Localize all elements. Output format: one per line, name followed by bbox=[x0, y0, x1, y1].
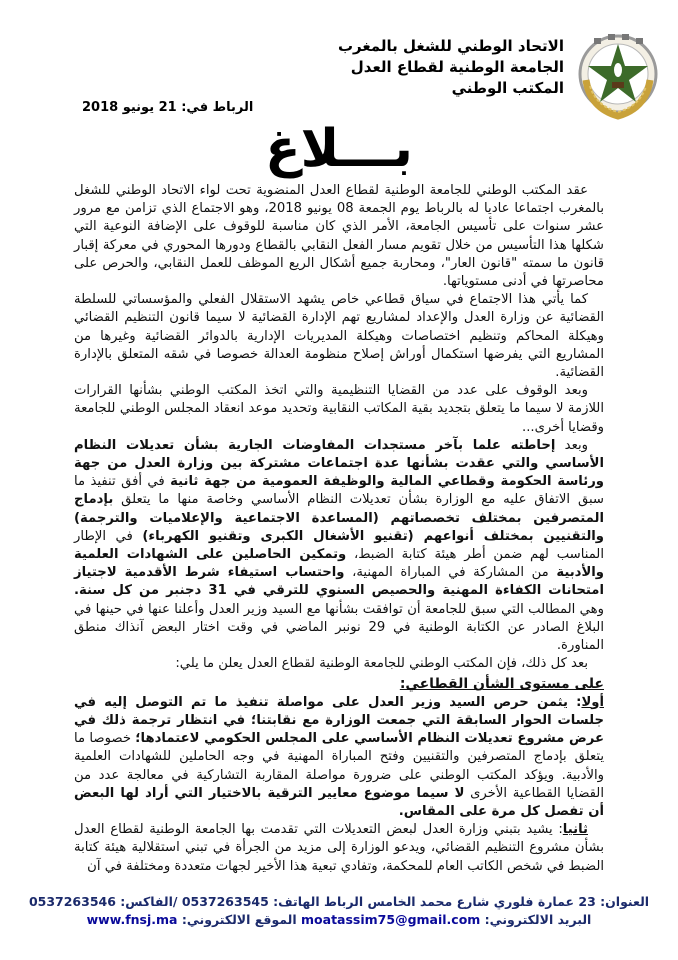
item-first-bold: : يثمن حرص السيد وزير العدل على مواصلة تنفيذ ما تم التوصل إليه في جلسات الحوار السابقة التي جمعت الوزارة مع نقابتنا؛ في انتظار ترجمة ذلك في عرض مشروع تعديلات النظام الأساسي على المجلس الحكومي لاعتمادها؛ bbox=[74, 694, 604, 747]
item-first-bold: لا سيما موضوع معايير الترقية بالاختيار التي أراد لها البعض أن تفصل كل مرة على المقاس. bbox=[74, 785, 604, 819]
org-line-union: الاتحاد الوطني للشغل بالمغرب bbox=[337, 37, 564, 55]
organization-name bbox=[338, 36, 564, 99]
document-title: بـــلاغ bbox=[265, 119, 413, 179]
item-second-text: : يشيد بتبني وزارة العدل لبعض التعديلات التي تقدمت بها الجامعة الوطنية لقطاع العدل بشأن مشروع التنظيم القضائي، ويدعو الوزارة إلى مزيد من الجرأة في تبني استقلالية هيئة كتابة الضبط في شخص الكاتب العام للمحكمة، وتفادي تبعية هذا الأخير لجهات متعددة ومختلفة في آن bbox=[74, 822, 604, 874]
paragraph-4-bold: بإدماج المتصرفين بمختلف تخصصاتهم (المساعدة الاجتماعية والإعلاميات والترجمة) والتقنيين بمختلف أنواعهم (تقنيو الأشغال الكبرى وتقنيو الكهرباء) bbox=[74, 492, 604, 544]
website-label: الموقع الالكتروني: bbox=[177, 912, 302, 927]
item-second-label: ثانيا bbox=[562, 822, 588, 838]
paragraph-3: وبعد الوقوف على عدد من القضايا التنظيمية والتي اتخذ المكتب الوطني بشأنها القرارات اللازمة لا سيما ما يتعلق بتجديد بقية المكاتب النقابية وتحديد موعد انعقاد المجلس الوطني للجامعة وقضايا أخرى... bbox=[74, 383, 604, 435]
paragraph-5: بعد كل ذلك، فإن المكتب الوطني للجامعة الوطنية لقطاع العدل يعلن ما يلي: bbox=[175, 656, 588, 672]
document-body bbox=[74, 182, 604, 876]
paragraph-4-bold: واحتساب استيفاء شرط الأقدمية لاجتياز امتحانات الكفاءة المهنية والحصيص السنوي للترقي في 31 دجنبر من كل سنة. bbox=[74, 565, 604, 599]
paragraph-4-part: في أفق تنفيذ ما سبق الاتفاق عليه مع الوزارة بشأن تعديلات النظام الأساسي وخاصة منها ما يتعلق bbox=[74, 474, 604, 508]
document-date: الرباط في: 21 يونيو 2018 bbox=[82, 100, 254, 115]
email-link[interactable]: moatassim75@gmail.com bbox=[301, 912, 481, 927]
paragraph-4-part: من المشاركة في المباراة المهنية، bbox=[344, 565, 557, 581]
item-first-label: أولا bbox=[581, 694, 604, 710]
paragraph-1: عقد المكتب الوطني للجامعة الوطنية لقطاع العدل المنضوية تحت لواء الاتحاد الوطني للشغل بالمغرب اجتماعا عاديا له بالرباط يوم الجمعة 08 يونيو 2018، وهو الاجتماع الذي تزامن مع مرور عشر سنوات على تأسيس الجامعة، الأمر الذي كان مناسبة للوقوف على الإضافة النوعية التي شكلها هذا التأسيس من خلال تقويم مسار الفعل النقابي بالقطاع ودورها المحوري في معركة إقبار قانون ما سمته "قانون العار"، ومحاربة جميع أشكال الريع الموظف للعمل النقابي، والحرص على محاصرتها في أدنى مستوياتها. bbox=[74, 183, 604, 290]
letterhead bbox=[300, 30, 660, 130]
paragraph-2: كما يأتي هذا الاجتماع في سياق قطاعي خاص يشهد الاستقلال الفعلي والمؤسساتي للسلطة القضائية عن وزارة العدل والإعداد لمشاريع تهم الإدارة القضائية لا سيما قانون التنظيم القضائي وهيكلة المحاكم وتنظيم اختصاصات وهيكلة المديريات الإدارية بالدوائر القضائية وغيرها من المشاريع التي يفرضها استكمال أوراش إصلاح منظومة العدالة خصوصا في شقه المتعلق بالإدارة القضائية. bbox=[74, 292, 604, 381]
email-label: البريد الالكتروني: bbox=[480, 912, 592, 927]
footer-contacts bbox=[0, 911, 678, 929]
footer-address: العنوان: 23 عمارة فلوري شارع محمد الخامس الرباط الهاتف: 0537263545 /الفاكس: 0537263546 bbox=[28, 894, 650, 909]
paragraph-4-part: في الإطار المناسب لهم ضمن أطر هيئة كتابة الضبط، bbox=[74, 528, 604, 563]
item-first-text: خصوصا ما يتعلق بإدماج المتصرفين والتقنيين وفتح المباراة المهنية في وجه الحاملين للشهادات العلمية والأدبية. ويؤكد المكتب الوطني على ضرورة مواصلة المقاربة التشاركية في معالجة عدد من القضايا القطاعية الأخرى bbox=[74, 731, 604, 801]
section-heading: على مستوى الشأن القطاعي: bbox=[399, 676, 604, 693]
letterhead-footer bbox=[0, 893, 678, 929]
org-line-federation: الجامعة الوطنية لقطاع العدل bbox=[350, 58, 564, 76]
paragraph-4-part: وهي المطالب التي سبق للجامعة أن توافقت بشأنها مع السيد وزير العدل وأعلنا عنها في حينها في البلاغ الصادر عن الكتابة الوطنية في 29 نونبر الماضي في وقت اختار البعض آنذاك منطق المناورة. bbox=[74, 601, 604, 654]
paragraph-4-part: وبعد bbox=[555, 437, 588, 453]
paragraph-4-bold: إحاطته علما بآخر مستجدات المفاوضات الجارية بشأن تعديلات النظام الأساسي والتي عقدت بشأنها عدة اجتماعات مشتركة بين وزارة العدل من جهة ورئاسة الحكومة وقطاعي المالية والوظيفة العمومية من جهة ثانية bbox=[74, 437, 604, 490]
item-first bbox=[74, 694, 604, 821]
paragraph-4 bbox=[74, 437, 604, 655]
website-link[interactable]: www.fnsj.ma bbox=[86, 912, 178, 927]
union-emblem-icon bbox=[576, 30, 660, 126]
item-second bbox=[74, 821, 604, 876]
paragraph-4-bold: وتمكين الحاصلين على الشهادات العلمية والأدبية bbox=[74, 547, 604, 581]
org-line-office: المكتب الوطني bbox=[451, 79, 564, 97]
